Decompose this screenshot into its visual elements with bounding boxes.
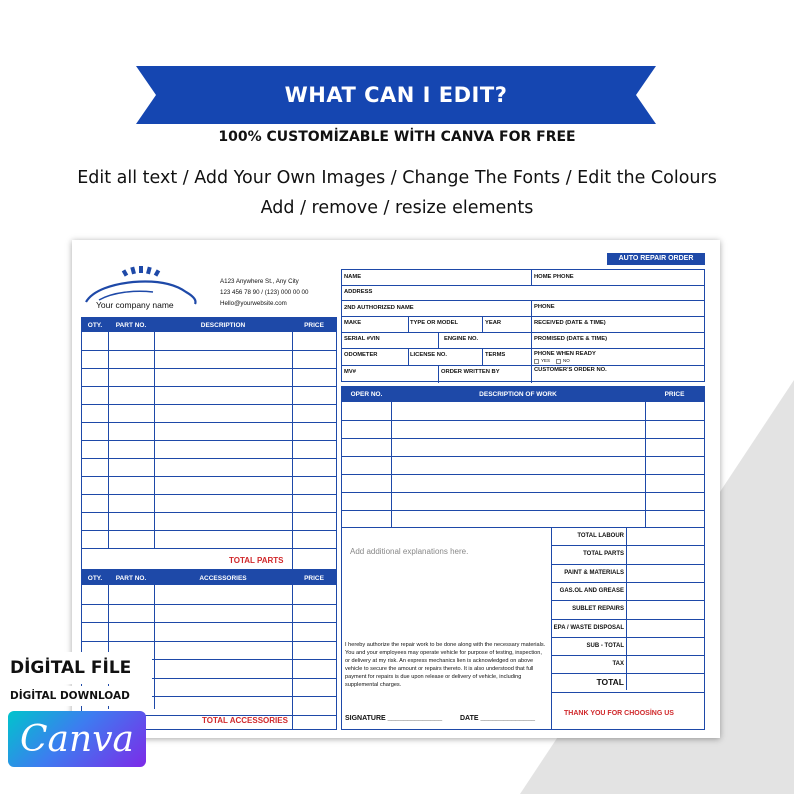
signature-field[interactable]: SIGNATURE ______________ xyxy=(345,715,443,722)
acc-col-accessories: ACCESSORIES xyxy=(154,571,292,585)
summary-label: GAS.OL AND GREASE xyxy=(559,587,624,594)
label-terms: TERMS xyxy=(485,352,506,358)
table-row[interactable] xyxy=(82,641,336,642)
parts-col-price: PRICE xyxy=(292,318,336,332)
label-year: YEAR xyxy=(485,320,502,326)
summary-label: TAX xyxy=(612,661,624,668)
work-description-section xyxy=(341,386,705,730)
parts-col-qty: OTY. xyxy=(82,318,108,332)
edit-features-line-1: Edit all text / Add Your Own Images / Change The Fonts / Edit the Colours xyxy=(77,168,717,188)
table-row[interactable] xyxy=(342,474,704,475)
digital-file-badge: DİGİTAL FİLE xyxy=(4,652,152,684)
company-phone: 123 456 78 90 / (123) 000 00 00 xyxy=(220,289,309,296)
label-received: RECEIVED (DATE & TIME) xyxy=(534,320,606,326)
total-parts-label: TOTAL PARTS xyxy=(229,556,284,565)
digital-download-badge: DİGİTAL DOWNLOAD xyxy=(4,686,152,706)
company-address: A123 Anywhere St., Any City xyxy=(220,278,299,285)
label-phone-when-ready: PHONE WHEN READY xyxy=(534,351,596,357)
table-row[interactable] xyxy=(342,456,704,457)
label-promised: PROMISED (DATE & TIME) xyxy=(534,336,607,342)
parts-col-part-no: PART NO. xyxy=(108,318,154,332)
label-2nd-authorized: 2ND AUTHORIZED NAME xyxy=(344,305,414,311)
edit-features-line-2: Add / remove / resize elements xyxy=(260,198,534,218)
label-yes: YES xyxy=(541,358,551,363)
parts-table xyxy=(81,317,337,570)
label-engine-no: ENGINE NO. xyxy=(444,336,479,342)
parts-col-description: DESCRIPTION xyxy=(154,318,292,332)
summary-label: EPA / WASTE DISPOSAL xyxy=(553,624,624,631)
canva-wordmark: Canva xyxy=(20,718,134,760)
table-row[interactable] xyxy=(82,530,336,531)
label-odometer: ODOMETER xyxy=(344,352,378,358)
auto-repair-order-badge: AUTO REPAIR ORDER xyxy=(607,253,705,265)
table-row[interactable] xyxy=(82,368,336,369)
summary-label: TOTAL PARTS xyxy=(583,551,624,558)
summary-label: SUBLET REPAIRS xyxy=(572,606,624,613)
table-row[interactable] xyxy=(82,512,336,513)
banner-title: WHAT CAN I EDIT? xyxy=(284,83,508,107)
table-row[interactable] xyxy=(82,476,336,477)
total-accessories-label: TOTAL ACCESSORIES xyxy=(202,716,288,725)
table-row[interactable] xyxy=(82,458,336,459)
acc-col-qty: OTY. xyxy=(82,571,108,585)
table-row[interactable] xyxy=(342,492,704,493)
label-serial-vin: SERIAL #VIN xyxy=(344,336,380,342)
work-col-description: DESCRIPTION OF WORK xyxy=(391,387,645,402)
label-license-no: LICENSE NO. xyxy=(410,352,448,358)
table-row[interactable] xyxy=(82,548,336,549)
accessories-table xyxy=(81,570,337,730)
label-make: MAKE xyxy=(344,320,362,326)
table-row[interactable] xyxy=(82,386,336,387)
table-row[interactable] xyxy=(342,420,704,421)
table-row[interactable] xyxy=(82,604,336,605)
label-name: NAME xyxy=(344,274,362,280)
label-type-model: TYPE OR MODEL xyxy=(410,320,458,326)
summary-label: TOTAL xyxy=(596,677,624,688)
thank-you-message: THANK YOU FOR CHOOSİNG US xyxy=(564,710,674,717)
table-row[interactable] xyxy=(82,494,336,495)
repair-order-form xyxy=(72,240,720,738)
work-col-price: PRICE xyxy=(645,387,704,402)
acc-col-price: PRICE xyxy=(292,571,336,585)
table-row[interactable] xyxy=(342,438,704,439)
table-row[interactable] xyxy=(82,440,336,441)
table-row[interactable] xyxy=(82,350,336,351)
table-row[interactable] xyxy=(82,622,336,623)
label-customers-order-no: CUSTOMER'S ORDER NO. xyxy=(534,367,607,373)
label-order-written-by: ORDER WRITTEN BY xyxy=(441,369,500,375)
label-mv: MV# xyxy=(344,369,356,375)
summary-label: TOTAL LABOUR xyxy=(577,533,624,539)
label-home-phone: HOME PHONE xyxy=(534,274,574,280)
table-row[interactable] xyxy=(82,404,336,405)
canva-logo xyxy=(8,711,146,767)
acc-col-part-no: PART NO. xyxy=(108,571,154,585)
company-name: Your company name xyxy=(96,300,174,310)
subtitle: 100% CUSTOMİZABLE WİTH CANVA FOR FREE xyxy=(218,129,576,145)
authorization-text: I hereby authorize the repair work to be done along with the necessary materials. You and your employees may operate vehicle for purpose of testing, inspection, or delivery at my risk. An express mechanics lien is acknowledged on above vehicle to secure the amount or repairs thereto. It is also understood that full payment for repairs is due upon release or delivery of vehicle, including supplemental charges. xyxy=(345,642,546,688)
table-row[interactable] xyxy=(82,422,336,423)
summary-label: SUB - TOTAL xyxy=(586,642,624,649)
table-row[interactable] xyxy=(342,510,704,511)
company-email: Hello@yourwebsite.com xyxy=(220,300,287,307)
summary-label: PAINT & MATERIALS xyxy=(564,569,624,576)
title-banner xyxy=(136,66,656,124)
date-field[interactable]: DATE ______________ xyxy=(460,715,535,722)
yes-checkbox[interactable] xyxy=(534,359,539,364)
company-contact xyxy=(220,276,308,309)
work-col-oper-no: OPER NO. xyxy=(342,387,391,402)
additional-explanations[interactable]: Add additional explanations here. xyxy=(350,547,469,556)
customer-vehicle-info xyxy=(341,269,705,382)
label-no: NO xyxy=(563,358,570,363)
label-address: ADDRESS xyxy=(344,289,373,295)
no-checkbox[interactable] xyxy=(556,359,561,364)
label-phone: PHONE xyxy=(534,304,555,310)
